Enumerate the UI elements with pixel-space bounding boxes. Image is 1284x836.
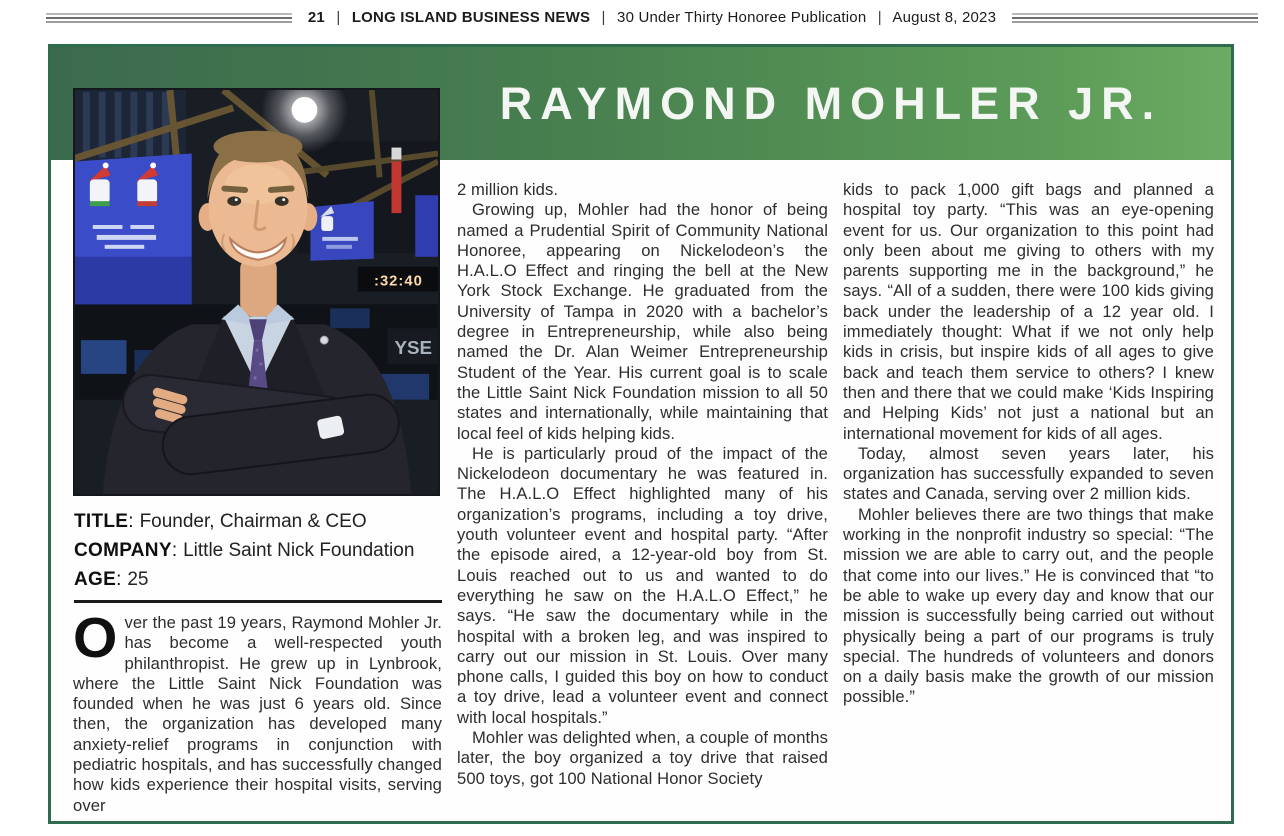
age-label: AGE [74, 569, 117, 590]
page-number: 21 [307, 9, 325, 26]
article-paragraph: Today, almost seven years later, his organization has successfully expanded to seven states and Canada, serving over 2 million kids. [843, 443, 1214, 504]
nyse-portrait-illustration [75, 90, 438, 494]
info-row-company: COMPANY: Little Saint Nick Foundation [74, 540, 415, 561]
info-row-age: AGE: 25 [74, 569, 149, 590]
article-headline: RAYMOND MOHLER JR. [499, 78, 1163, 129]
honoree-info [74, 507, 444, 594]
blue-booth-left [75, 154, 192, 313]
article-paragraph: Growing up, Mohler had the honor of being named a Prudential Spirit of Community National Honoree, appearing on Nickelodeon’s the H.A.L.O Effect and ringing the bell at the New York Stock Exchange. He graduated from the University of Tampa in 2020 with a bachelor’s degree in Entrepreneurship, while also being named the Dr. Alan Weimer Entrepreneurship Student of the Year. His current goal is to scale the Little Saint Nick Foundation mission to all 50 states and internationally, while maintaining that local feel of kids helping kids. [457, 200, 828, 443]
separator: | [336, 9, 341, 26]
header-rule-left [46, 13, 292, 23]
article-column-1 [73, 606, 442, 816]
company-label: COMPANY [74, 540, 172, 561]
publication-name: LONG ISLAND BUSINESS NEWS [351, 9, 591, 26]
article-column-3 [843, 180, 1214, 708]
article-frame [48, 44, 1234, 824]
article-paragraph: He is particularly proud of the impact of the Nickelodeon documentary he was featured in. The H.A.L.O Effect highlighted many of his organization’s programs, including a toy drive, youth volunteer event and hospital party. “After the episode aired, a 12-year-old boy from St. Louis reached out to us and wanted to do everything he saw on the H.A.L.O Effect,” he says. “He saw the documentary while in the hospital with a broken leg, and was inspired to carry out our mission in St. Louis. Over many phone calls, I guided this boy on how to conduct a toy drive, lead a volunteer event and connect with local hospitals.” [457, 443, 828, 727]
lapel-pin [320, 336, 328, 344]
honoree-photo [73, 88, 440, 496]
info-row-title: TITLE: Founder, Chairman & CEO [74, 511, 367, 532]
page-header [46, 9, 1258, 26]
separator: | [601, 9, 606, 26]
issue-date: August 8, 2023 [892, 9, 997, 26]
title-label: TITLE [74, 511, 129, 532]
article-paragraph: Mohler believes there are two things that make working in the nonprofit industry so special: “The mission we are able to carry out, and the people that come into our lives.” He is convinced that “to be able to wake up every day and know that our mission is successfully being carried out without physically being a part of our programs is truly special. The hundreds of volunteers and donors on a daily basis make the growth of our mission possible.” [843, 504, 1214, 707]
ticker-clock: :32:40 [374, 273, 423, 290]
edition-name: 30 Under Thirty Honoree Publication [617, 9, 867, 26]
company-value: Little Saint Nick Foundation [183, 540, 415, 561]
header-rule-right [1012, 13, 1258, 23]
article-paragraph: Mohler was delighted when, a couple of months later, the boy organized a toy drive that raised 500 toys, got 100 National Honor Society [457, 728, 828, 788]
separator: | [877, 9, 882, 26]
info-divider [74, 600, 442, 603]
article-paragraph: 2 million kids. [457, 180, 559, 199]
age-value: 25 [127, 569, 149, 590]
article-paragraph [73, 606, 442, 816]
article-paragraph: kids to pack 1,000 gift bags and planned a hospital toy party. “This was an eye-opening event for us. Our organization to this point had only been about me giving to others with my parents supporting me in the background,” he says. “All of a sudden, there were 100 kids giving back under the leadership of a 12 year old. I immediately thought: What if we not only help kids in crisis, but inspire kids of all ages to give back and teach them service to others? I knew then and there that we could make ‘Kids Inspiring and Helping Kids’ not just a national but an international movement for kids of all ages. [843, 180, 1214, 443]
nyse-sign-text: YSE [394, 337, 433, 359]
article-column-2 [457, 180, 828, 789]
drop-cap: O [73, 606, 118, 670]
title-value: Founder, Chairman & CEO [139, 511, 367, 532]
header-text [308, 9, 996, 26]
flag-banner [392, 148, 402, 160]
paragraph-text: ver the past 19 years, Raymond Mohler Jr. has become a well-respected youth philanthropist. He grew up in Lynbrook, where the Little Saint Nick Foundation was founded when he was just 6 years old. Since then, the organization has developed many anxiety-relief programs in conjunction with pediatric hospitals, and has successfully changed how kids experience their hospital visits, serving over [73, 613, 442, 815]
